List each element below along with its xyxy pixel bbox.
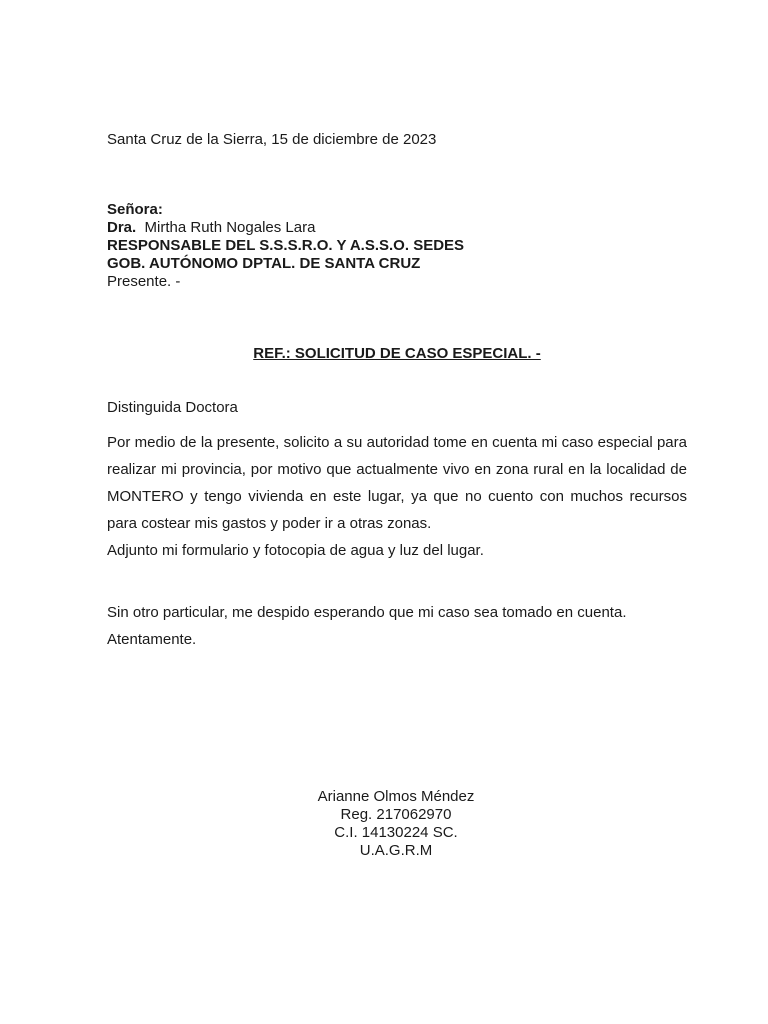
sign-off: Atentamente. xyxy=(107,631,197,648)
recipient-position: RESPONSABLE DEL S.S.S.R.O. Y A.S.S.O. SEDES xyxy=(107,237,465,254)
recipient-name: Mirtha Ruth Nogales Lara xyxy=(144,219,316,236)
recipient-institution: GOB. AUTÓNOMO DPTAL. DE SANTA CRUZ xyxy=(107,255,421,272)
recipient-prefix: Dra. xyxy=(107,219,137,236)
signature-registration: Reg. 217062970 xyxy=(340,806,452,823)
closing-block xyxy=(107,599,627,653)
greeting: Distinguida Doctora xyxy=(107,399,238,416)
signature-id: C.I. 14130224 SC. xyxy=(334,824,458,841)
reference-line: REF.: SOLICITUD DE CASO ESPECIAL. - xyxy=(253,345,541,362)
signature-block xyxy=(296,788,496,860)
recipient-presente: Presente. - xyxy=(107,273,181,290)
signature-university: U.A.G.R.M xyxy=(359,842,433,859)
recipient-block xyxy=(107,201,464,291)
closing-line: Sin otro particular, me despido esperando que mi caso sea tomado en cuenta. xyxy=(107,604,627,621)
attachment-line: Adjunto mi formulario y fotocopia de agua y luz del lugar. xyxy=(107,542,484,559)
recipient-name-line xyxy=(107,219,464,237)
recipient-salutation-title: Señora: xyxy=(107,201,163,218)
date-line: Santa Cruz de la Sierra, 15 de diciembre de 2023 xyxy=(107,131,437,148)
signature-name: Arianne Olmos Méndez xyxy=(317,788,475,805)
body-paragraph: Por medio de la presente, solicito a su autoridad tome en cuenta mi caso especial para realizar mi provincia, por motivo que actualmente vivo en zona rural en la localidad de MONTERO y tengo vivienda en este lugar, ya que no cuento con muchos recursos para costear mis gastos y poder ir a otras zonas. xyxy=(107,434,687,532)
